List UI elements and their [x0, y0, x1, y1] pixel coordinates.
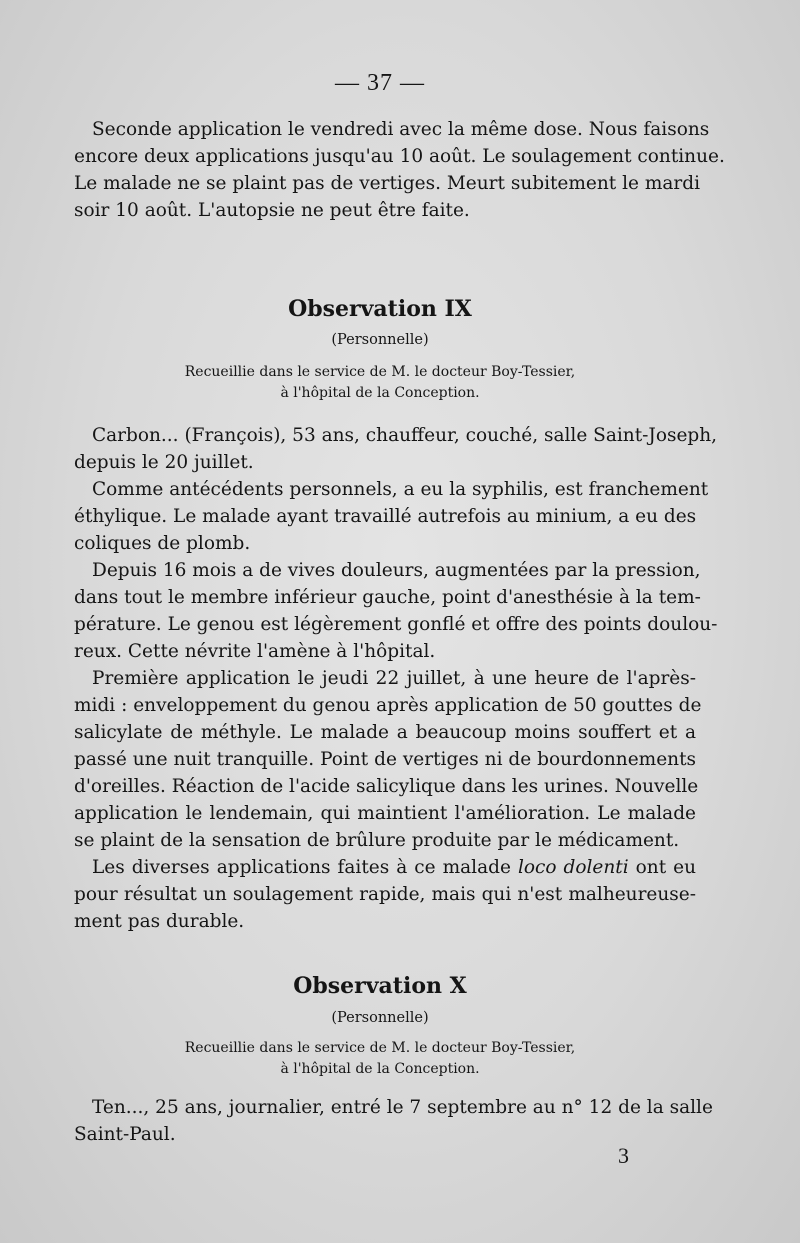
observation-x-subtitle: (Personnelle): [331, 1010, 429, 1026]
recueil-line: à l'hôpital de la Conception.: [280, 385, 480, 401]
text-line: Le malade ne se plaint pas de vertiges. Meurt subitement le mardi: [74, 173, 701, 194]
text-line: d'oreilles. Réaction de l'acide salicylique dans les urines. Nouvelle: [74, 776, 699, 797]
text-line: Première application le jeudi 22 juillet, à une heure de l'après-: [92, 668, 696, 689]
observation-x-title: Observation X: [293, 973, 467, 999]
text-segment: ont eu: [628, 857, 697, 878]
text-line: reux. Cette névrite l'amène à l'hôpital.: [74, 641, 436, 662]
text-line: éthylique. Le malade ayant travaillé autrefois au minium, a eu des: [74, 506, 697, 527]
text-line: Saint-Paul.: [74, 1124, 176, 1145]
text-line: pérature. Le genou est légèrement gonflé et offre des points doulou-: [74, 614, 718, 635]
text-line: pour résultat un soulagement rapide, mais qui n'est malheureuse-: [74, 884, 696, 905]
observation-ix-paragraph-4: [74, 665, 702, 854]
text-line: Seconde application le vendredi avec la même dose. Nous faisons: [92, 119, 710, 140]
text-line: soir 10 août. L'autopsie ne peut être faite.: [74, 200, 470, 221]
observation-ix-paragraph-5: [74, 854, 696, 935]
text-line: Ten..., 25 ans, journalier, entré le 7 septembre au n° 12 de la salle: [92, 1097, 713, 1118]
text-segment: Les diverses applications faites à ce malade: [92, 857, 518, 878]
text-line: Carbon... (François), 53 ans, chauffeur, couché, salle Saint-Joseph,: [92, 425, 718, 446]
text-line: Depuis 16 mois a de vives douleurs, augmentées par la pression,: [92, 560, 701, 581]
text-line: encore deux applications jusqu'au 10 août. Le soulagement continue.: [74, 146, 725, 167]
recueil-line: à l'hôpital de la Conception.: [280, 1061, 480, 1077]
observation-ix-paragraph-3: [74, 557, 718, 665]
text-line: dans tout le membre inférieur gauche, point d'anesthésie à la tem-: [74, 587, 701, 608]
observation-ix-paragraph-1: [74, 422, 718, 476]
text-line: depuis le 20 juillet.: [74, 452, 254, 473]
text-line: ment pas durable.: [74, 911, 245, 932]
text-line: passé une nuit tranquille. Point de vertiges ni de bourdonnements: [74, 749, 696, 770]
intro-paragraph: [74, 116, 725, 224]
text-line: [74, 854, 696, 881]
observation-ix-title: Observation IX: [288, 296, 472, 322]
observation-ix-paragraph-2: [74, 476, 709, 557]
page-folio: — 37 —: [335, 70, 425, 96]
recueil-line: Recueillie dans le service de M. le docteur Boy-Tessier,: [184, 364, 576, 380]
sheet-number: 3: [618, 1143, 629, 1168]
italic-phrase: loco dolenti: [517, 857, 629, 878]
observation-ix-subtitle: (Personnelle): [331, 332, 429, 348]
text-line: coliques de plomb.: [74, 533, 251, 554]
text-line: application le lendemain, qui maintient l'amélioration. Le malade: [74, 803, 696, 824]
text-line: salicylate de méthyle. Le malade a beaucoup moins souffert et a: [74, 722, 696, 743]
text-line: se plaint de la sensation de brûlure produite par le médicament.: [74, 830, 680, 851]
text-line: midi : enveloppement du genou après application de 50 gouttes de: [74, 695, 702, 716]
observation-x-paragraph-1: [74, 1094, 713, 1148]
text-line: Comme antécédents personnels, a eu la syphilis, est franchement: [92, 479, 709, 500]
observation-x-recueil: [0, 1038, 760, 1080]
observation-ix-recueil: [0, 362, 760, 404]
recueil-line: Recueillie dans le service de M. le docteur Boy-Tessier,: [184, 1040, 576, 1056]
